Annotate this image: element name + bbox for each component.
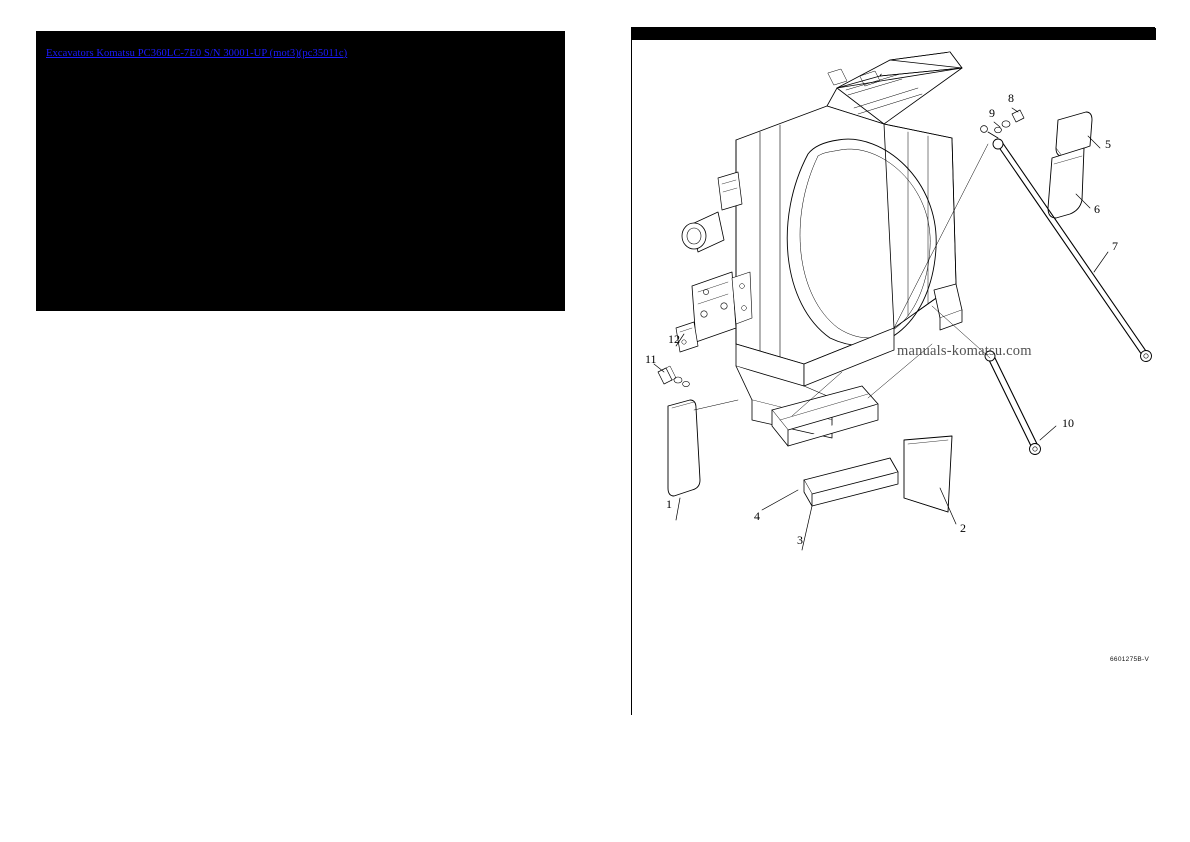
thumbnail-panel (36, 31, 565, 311)
parts-illustration (632, 28, 1156, 716)
drawing-number-label: 6601275B-V (1110, 656, 1150, 663)
callout-6: 6 (1094, 202, 1100, 216)
callout-7: 7 (1112, 239, 1118, 253)
watermark-text: manuals-komatsu.com (897, 343, 1032, 359)
callout-2: 2 (960, 521, 966, 535)
callout-4: 4 (754, 509, 760, 523)
breadcrumb-link[interactable]: Excavators Komatsu PC360LC-7E0 S/N 30001-UP (mot3)(pc35011c) (46, 48, 348, 59)
parts-diagram-frame (631, 27, 1155, 715)
callout-9: 9 (989, 106, 995, 120)
callout-11: 11 (645, 352, 657, 366)
callout-8: 8 (1008, 91, 1014, 105)
callout-12: 12 (668, 332, 680, 346)
callout-3: 3 (797, 533, 803, 547)
callout-10: 10 (1062, 416, 1074, 430)
callout-5: 5 (1105, 137, 1111, 151)
callout-1: 1 (666, 497, 672, 511)
